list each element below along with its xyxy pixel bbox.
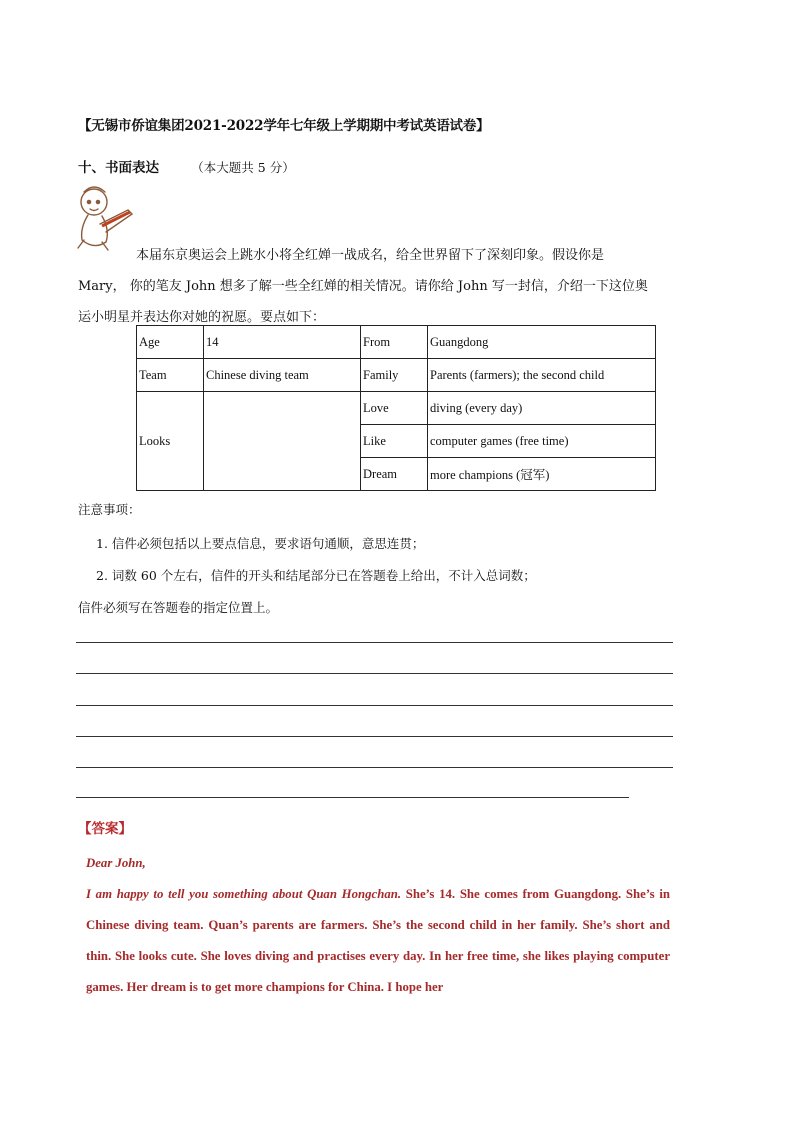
- section-title: 十、书面表达: [78, 160, 159, 176]
- answer-line: [76, 642, 673, 643]
- answer-line: [76, 736, 673, 737]
- age-label: Age: [137, 326, 204, 359]
- family-value: Parents (farmers); the second child: [428, 359, 656, 392]
- love-label: Love: [361, 392, 428, 425]
- writing-prompt: [78, 240, 668, 333]
- looks-value: [204, 392, 361, 491]
- age-value: 14: [204, 326, 361, 359]
- section-points-note: （本大题共 5 分）: [191, 160, 295, 175]
- note-item-2: 2. 词数 60 个左右，信件的开头和结尾部分已在答题卷上给出，不计入总词数；: [96, 568, 536, 583]
- like-value: computer games (free time): [428, 425, 656, 458]
- dream-label: Dream: [361, 458, 428, 491]
- from-value: Guangdong: [428, 326, 656, 359]
- answer-line: [76, 797, 629, 798]
- prompt-line-3: 运小明星并表达你对她的祝愿。要点如下：: [78, 310, 326, 325]
- team-value: Chinese diving team: [204, 359, 361, 392]
- notes-title: 注意事项：: [78, 502, 141, 517]
- prompt-line-2: Mary， 你的笔友 John 想多了解一些全红婵的相关情况。请你给 John 写一封信，介绍一下这位奥: [78, 279, 648, 294]
- like-label: Like: [361, 425, 428, 458]
- answer-line: [76, 705, 673, 706]
- answer-line: [76, 673, 673, 674]
- note-item-3: 信件必须写在答题卷的指定位置上。: [78, 600, 279, 615]
- table-row: [137, 359, 656, 392]
- answer-line: [76, 767, 673, 768]
- family-label: Family: [361, 359, 428, 392]
- letter-greeting: Dear John,: [86, 856, 146, 870]
- letter-body-text: She’s 14. She comes from Guangdong. She’s in Chinese diving team. Quan’s parents are farmers. She’s the second child in her family. She’s short and thin. She looks cute. She loves diving and practises every day. In her free time, she likes playing computer games. Her dream is to get more champions for China. I hope her: [86, 887, 670, 994]
- from-label: From: [361, 326, 428, 359]
- section-heading: [78, 156, 295, 176]
- prompt-line-1: 本届东京奥运会上跳水小将全红婵一战成名，给全世界留下了深刻印象。假设你是: [136, 248, 605, 263]
- dream-value: more champions (冠军): [428, 458, 656, 491]
- letter-lead-sentence: I am happy to tell you something about Quan Hongchan.: [86, 887, 402, 901]
- note-item-1: 1. 信件必须包括以上要点信息，要求语句通顺，意思连贯；: [96, 536, 425, 551]
- key-points-table: [136, 325, 656, 491]
- answer-tag: 【答案】: [78, 821, 132, 837]
- letter-body: [86, 879, 670, 1003]
- looks-label: Looks: [137, 392, 204, 491]
- table-row: [137, 326, 656, 359]
- exam-header: 【无锡市侨谊集团2021-2022学年七年级上学期期中考试英语试卷】: [78, 118, 490, 134]
- love-value: diving (every day): [428, 392, 656, 425]
- table-row: [137, 392, 656, 425]
- sample-answer-letter: [86, 848, 670, 1003]
- team-label: Team: [137, 359, 204, 392]
